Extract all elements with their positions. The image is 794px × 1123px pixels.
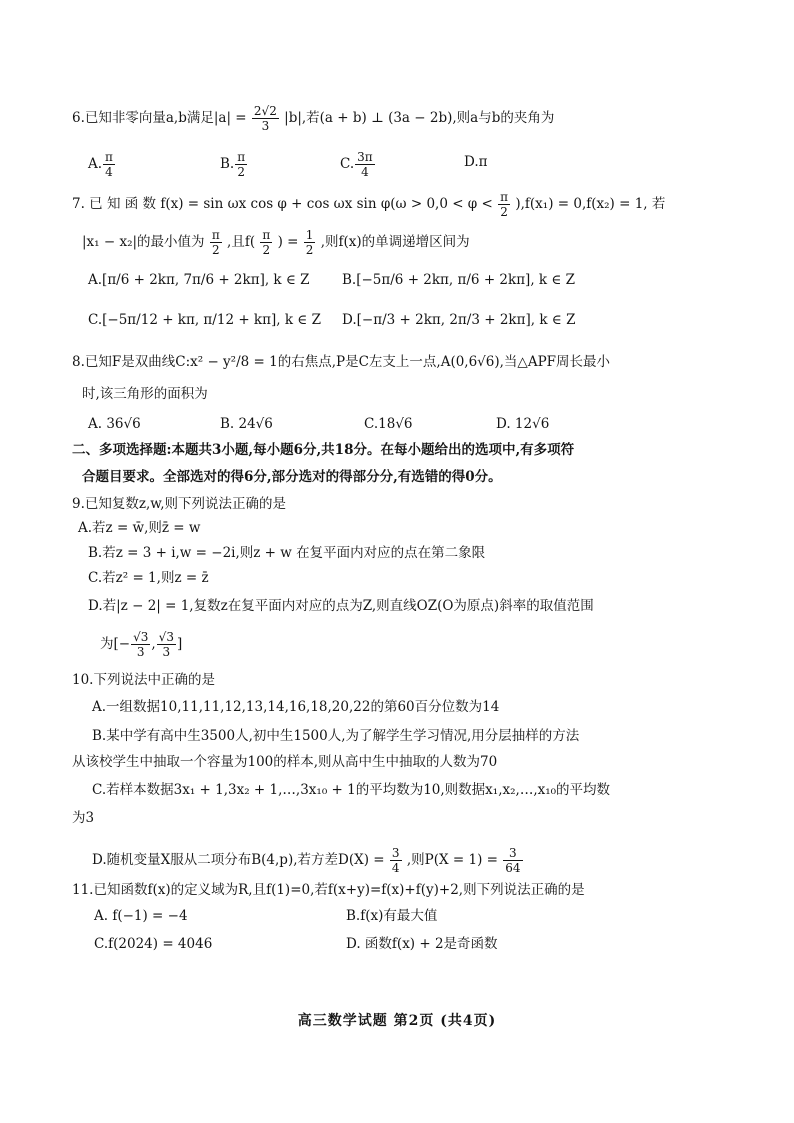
q11-option-b: B.f(x)有最大值: [346, 908, 438, 924]
q6-option-a: [88, 150, 116, 179]
q9-fraction: [131, 630, 150, 659]
option-label: B.: [342, 272, 357, 288]
q6-option-b: [220, 150, 248, 179]
q9-text: 为[−: [100, 636, 131, 652]
q11-option-d: D. 函数f(x) + 2是奇函数: [346, 936, 498, 952]
section-2-heading: 二、多项选择题:本题共3小题,每小题6分,共18分。在每小题给出的选项中,有多项符: [72, 442, 575, 458]
option-label: A.: [88, 272, 103, 288]
frac-den: 3: [162, 645, 171, 659]
q10-option-b-line-1: B.某中学有高中生3500人,初中生1500人,为了解学生学习情况,用分层抽样的方法: [92, 728, 580, 744]
frac-num: √3: [158, 630, 174, 644]
frac-num: π: [262, 228, 271, 242]
q9-text: ,: [151, 636, 156, 652]
q10-fraction: [390, 846, 402, 875]
q7-fraction: [260, 228, 272, 257]
q7-fraction: [498, 190, 510, 219]
q9-option-a: A.若z = w̄,则z̄ = w: [78, 520, 201, 536]
q8-option-a: A. 36√6: [88, 416, 141, 432]
option-label: C.: [88, 312, 103, 328]
q8-line-1: 8.已知F是双曲线C:x² − y²/8 = 1的右焦点,P是C左支上一点,A(0,6√6),当△APF周长最小: [72, 354, 611, 370]
frac-num: 1: [305, 228, 314, 242]
q9-option-b: B.若z = 3 + i,w = −2i,则z + w 在复平面内对应的点在第二象限: [88, 545, 486, 561]
q8-option-b: B. 24√6: [220, 416, 273, 432]
frac-num: 3π: [357, 150, 373, 164]
q7-option-d: [342, 310, 575, 330]
q6-stem: [72, 104, 554, 133]
q7-line-2: [82, 228, 470, 257]
q7-text: ) =: [277, 234, 299, 250]
frac-num: π: [211, 228, 220, 242]
q8-option-c: C.18√6: [364, 416, 413, 432]
q10-stem: 10.下列说法中正确的是: [72, 672, 215, 688]
q9-option-d: D.若|z − 2| = 1,复数z在复平面内对应的点为Z,则直线OZ(O为原点)斜率的取值范围: [88, 598, 594, 614]
q7-fraction: [304, 228, 316, 257]
frac-num: π: [500, 190, 509, 204]
frac-num: 2√2: [253, 104, 277, 118]
frac-den: 2: [211, 243, 220, 257]
q9-text: ]: [176, 636, 183, 652]
q11-option-a: A. f(−1) = −4: [94, 908, 188, 924]
q7-option-a: [88, 270, 310, 290]
q7-text: ),f(x₁) = 0,f(x₂) = 1, 若: [515, 196, 666, 212]
q7-text: ,且f(: [227, 234, 256, 250]
option-text: [−5π/12 + kπ, π/12 + kπ], k ∈ Z: [102, 312, 321, 328]
frac-den: 64: [505, 861, 521, 875]
q9-option-d-range: [100, 630, 182, 659]
option-label: D.: [464, 154, 479, 170]
q9-option-c: C.若z² = 1,则z = z̄: [88, 570, 209, 586]
frac-den: 2: [500, 205, 508, 219]
q7-option-b: [342, 270, 575, 290]
option-text: [π/6 + 2kπ, 7π/6 + 2kπ], k ∈ Z: [102, 272, 310, 288]
page-footer: 高三数学试题 第2页 (共4页): [297, 1013, 497, 1029]
option-fraction: [355, 150, 375, 179]
option-fraction: [103, 150, 115, 179]
q8-option-d: D. 12√6: [496, 416, 550, 432]
q10-option-a: A.一组数据10,11,11,12,13,14,16,18,20,22的第60百分位数为14: [92, 699, 500, 715]
q6-option-d: [464, 152, 488, 172]
q7-fraction: [210, 228, 222, 257]
option-fraction: [235, 150, 247, 179]
q9-stem: 9.已知复数z,w,则下列说法正确的是: [72, 496, 287, 512]
q7-option-c: [88, 310, 321, 330]
q10-text: D.随机变量X服从二项分布B(4,p),若方差D(X) =: [92, 852, 385, 868]
frac-num: 3: [391, 846, 400, 860]
q7-text: 7. 已 知 函 数 f(x) = sin ωx cos φ + cos ωx sin φ(ω > 0,0 < φ <: [72, 196, 493, 212]
q11-option-c: C.f(2024) = 4046: [94, 936, 213, 952]
q9-fraction: [157, 630, 176, 659]
q6-stem-text-2: |b|,若(a + b) ⊥ (3a − 2b),则a与b的夹角为: [284, 110, 555, 126]
q10-fraction: [503, 846, 522, 875]
q7-text: |x₁ − x₂|的最小值为: [82, 234, 205, 250]
frac-num: 3: [503, 846, 522, 861]
option-label: D.: [342, 312, 357, 328]
q6-fraction: [252, 104, 279, 133]
frac-den: 3: [136, 645, 145, 659]
q6-stem-text: 6.已知非零向量a,b满足|a| =: [72, 110, 247, 126]
frac-den: 4: [361, 165, 369, 179]
q10-option-b-line-2: 从该校学生中抽取一个容量为100的样本,则从高中生中抽取的人数为70: [72, 754, 498, 770]
q11-stem: 11.已知函数f(x)的定义域为R,且f(1)=0,若f(x+y)=f(x)+f(y)+2,则下列说法正确的是: [72, 882, 585, 898]
frac-den: 4: [105, 165, 113, 179]
frac-den: 2: [305, 243, 314, 257]
q8-line-2: 时,该三角形的面积为: [82, 386, 208, 402]
q10-text: ,则P(X = 1) =: [406, 852, 498, 868]
q7-line-1: [72, 190, 665, 219]
frac-den: 2: [237, 165, 245, 179]
q7-text: ,则f(x)的单调递增区间为: [320, 234, 470, 250]
option-label: B.: [220, 156, 235, 172]
frac-den: 3: [261, 119, 270, 133]
q10-option-c-line-2: 为3: [72, 810, 95, 826]
q6-option-c: [340, 150, 376, 179]
option-text: [−5π/6 + 2kπ, π/6 + 2kπ], k ∈ Z: [356, 272, 576, 288]
section-2-instructions: 合题目要求。全部选对的得6分,部分选对的得部分分,有选错的得0分。: [82, 469, 502, 485]
option-label: C.: [340, 156, 355, 172]
frac-num: √3: [133, 630, 149, 644]
frac-num: π: [105, 150, 113, 164]
q10-option-d: [92, 846, 524, 875]
option-label: A.: [88, 156, 103, 172]
frac-den: 2: [262, 243, 271, 257]
option-text: [−π/3 + 2kπ, 2π/3 + 2kπ], k ∈ Z: [356, 312, 576, 328]
option-text: π: [478, 154, 488, 170]
q10-option-c-line-1: C.若样本数据3x₁ + 1,3x₂ + 1,…,3x₁₀ + 1的平均数为10,则数据x₁,x₂,…,x₁₀的平均数: [92, 782, 611, 798]
frac-num: π: [237, 150, 246, 164]
frac-den: 4: [391, 861, 400, 875]
